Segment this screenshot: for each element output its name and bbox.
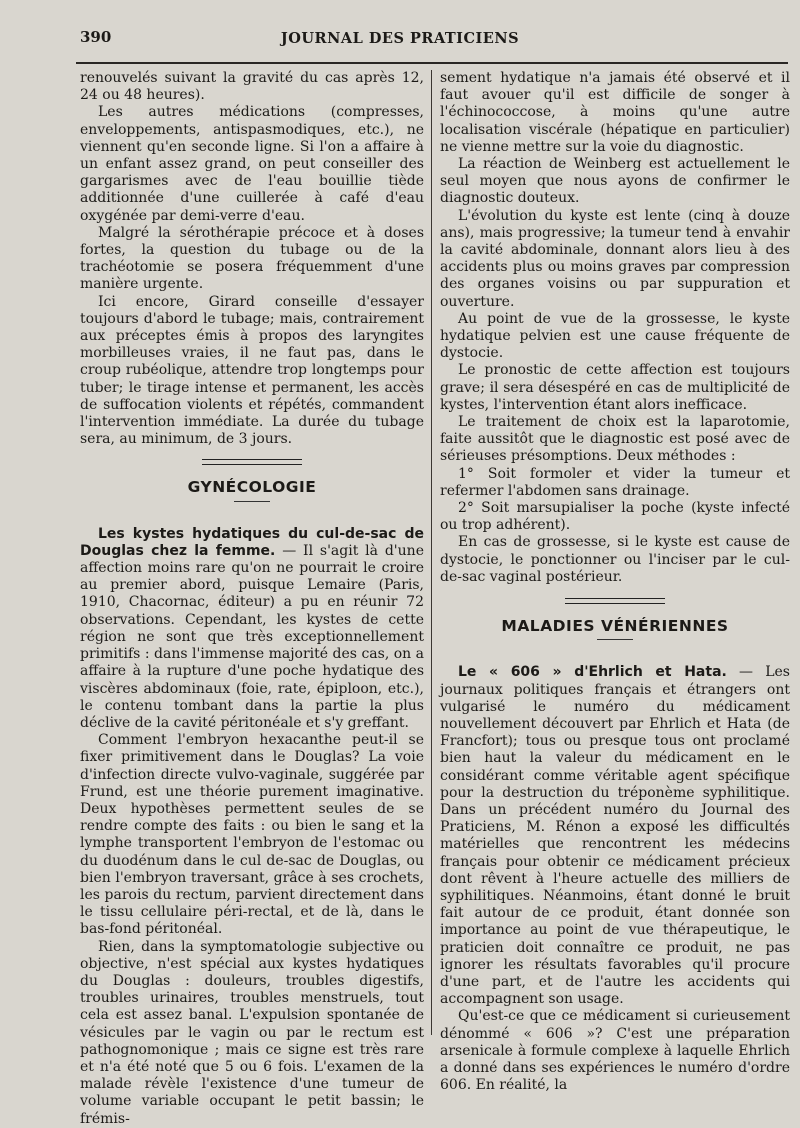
paragraph: Le traitement de choix est la laparotomie, faite aussitôt que le diagnostic est posé avec de sérieuses présomptions. Deux méthodes : <box>440 414 790 465</box>
article-lead: Les kystes hydatiques du cul-de-sac de Douglas chez la femme. <box>80 525 424 559</box>
paragraph: Qu'est-ce que ce médicament si curieusement dénommé « 606 »? C'est une préparation arsenicale à formule complexe à laquelle Ehrlich a donné dans ses expériences le numéro d'ordre 606. En réalité, la <box>440 1008 790 1094</box>
paragraph: Au point de vue de la grossesse, le kyste hydatique pelvien est une cause fréquente de dystocie. <box>440 310 790 362</box>
section-title-gynecologie: GYNÉCOLOGIE <box>187 478 317 497</box>
column-divider <box>431 70 432 1035</box>
page-header <box>0 28 800 54</box>
section-separator <box>565 598 665 604</box>
left-column <box>80 70 424 1128</box>
paragraph: En cas de grossesse, si le kyste est cause de dystocie, le ponctionner ou l'inciser par le cul-de-sac vaginal postérieur. <box>440 534 790 585</box>
paragraph: La réaction de Weinberg est actuellement le seul moyen que nous ayons de confirmer le diagnostic douteux. <box>440 156 790 207</box>
article-lead-rest: — Il s'agit là d'une affection moins rare qu'on ne pourrait le croire au premier abord, puisque Lemaire (Paris, 1910, Chacornac, éditeur) a pu en réunir 72 observations. Cependant, les kystes de cette région ne sont que très exceptionnellement primitifs : dans l'immense majorité des cas, on a affaire à la rupture d'une poche hydatique des viscères abdominaux (foie, rate, épiploon, etc.), le contenu tombant dans la partie la plus déclive de la cavité péritonéale et s'y greffant. <box>80 542 424 731</box>
paragraph: Les autres médications (compresses, enveloppements, antispasmodiques, etc.), ne viennent qu'en seconde ligne. Si l'on a affaire à un enfant assez grand, on peut conseiller des gargarismes avec de l'eau bouillie tiède additionnée d'une cuillerée à café d'eau oxygénée par demi-verre d'eau. <box>80 104 424 224</box>
article-intro <box>80 526 424 732</box>
article-intro <box>440 664 790 1008</box>
paragraph: sement hydatique n'a jamais été observé et il faut avouer qu'il est difficile de songer à l'échinococcose, à moins qu'une autre localisation viscérale (hépatique en particulier) ne vienne mettre sur la voie du diagnostic. <box>440 70 790 155</box>
article-lead-rest: — Les journaux politiques français et étrangers ont vulgarisé le numéro du médicament nouvellement découvert par Ehrlich et Hata (de Francfort); tous ou presque tous ont proclamé bien haut la valeur du médicament en le considérant comme véritable agent spécifique pour la destruction du tréponème syphilitique. Dans un précédent numéro du Journal des Praticiens, M. Rénon a exposé les difficultés matérielles que rencontrent les médecins français pour obtenir ce médicament précieux dont rêvent à l'heure actuelle des milliers de syphilitiques. Néanmoins, étant donné le bruit fait autour de ce produit, étant donnée son importance au point de vue thérapeutique, le praticien doit connaître ce produit, ne pas ignorer les résultats favorables qu'il procure d'une part, et de l'autre les accidents qui accompagnent son usage. <box>440 664 790 1008</box>
paragraph: L'évolution du kyste est lente (cinq à douze ans), mais progressive; la tumeur tend à envahir la cavité abdominale, donnant alors lieu à des accidents plus ou moins graves par compression des organes voisins ou par suppuration et ouverture. <box>440 207 790 310</box>
paragraph: renouvelés suivant la gravité du cas après 12, 24 ou 48 heures). <box>80 70 424 104</box>
paragraph: Le pronostic de cette affection est toujours grave; il sera désespéré en cas de multiplicité de kystes, l'intervention étant alors inefficace. <box>440 362 790 413</box>
paragraph: Rien, dans la symptomatologie subjective ou objective, n'est spécial aux kystes hydatiques du Douglas : douleurs, troubles digestifs, troubles urinaires, troubles menstruels, tout cela est assez banal. L'expulsion spontanée de vésicules par le vagin ou par le rectum est pathognomonique ; mais ce signe est très rare et n'a été noté que 5 ou 6 fois. L'examen de la malade révèle l'existence d'une tumeur de volume variable occupant le petit bassin; le frémis- <box>80 938 424 1127</box>
paragraph: 1° Soit formoler et vider la tumeur et refermer l'abdomen sans drainage. <box>440 465 790 499</box>
right-column <box>440 70 790 1094</box>
section-separator <box>202 459 302 465</box>
paragraph: Comment l'embryon hexacanthe peut-il se fixer primitivement dans le Douglas? La voie d'infection directe vulvo-vaginale, suggérée par Frund, est une théorie purement imaginative. Deux hypothèses permettent seules de se rendre compte des faits : ou bien le sang et la lymphe transportent l'embryon de l'estomac ou du duodénum dans le cul de-sac de Douglas, ou bien l'embryon traversant, grâce à ses crochets, les parois du rectum, parvient directement dans le tissu cellulaire péri-rectal, et de là, dans le bas-fond péritonéal. <box>80 732 424 938</box>
page-number: 390 <box>80 28 112 46</box>
paragraph: Malgré la sérothérapie précoce et à doses fortes, la question du tubage ou de la trachéotomie se posera fréquemment d'une manière urgente. <box>80 224 424 293</box>
section-title-maladies-veneriennes: MALADIES VÉNÉRIENNES <box>501 617 729 636</box>
title-underline <box>234 501 270 502</box>
article-lead: Le « 606 » d'Ehrlich et Hata. <box>458 664 727 681</box>
title-underline <box>597 639 633 640</box>
paragraph: Ici encore, Girard conseille d'essayer toujours d'abord le tubage; mais, contrairement aux préceptes émis à propos des laryngites morbilleuses vraies, il ne faut pas, dans le croup rubéolique, attendre trop longtemps pour tuber; le tirage intense et permanent, les accès de suffocation violents et répétés, commandent l'intervention immédiate. La durée du tubage sera, au minimum, de 3 jours. <box>80 293 424 448</box>
journal-title: JOURNAL DES PRATICIENS <box>280 30 520 47</box>
header-rule <box>76 62 788 64</box>
paragraph: 2° Soit marsupialiser la poche (kyste infecté ou trop adhérent). <box>440 500 790 534</box>
